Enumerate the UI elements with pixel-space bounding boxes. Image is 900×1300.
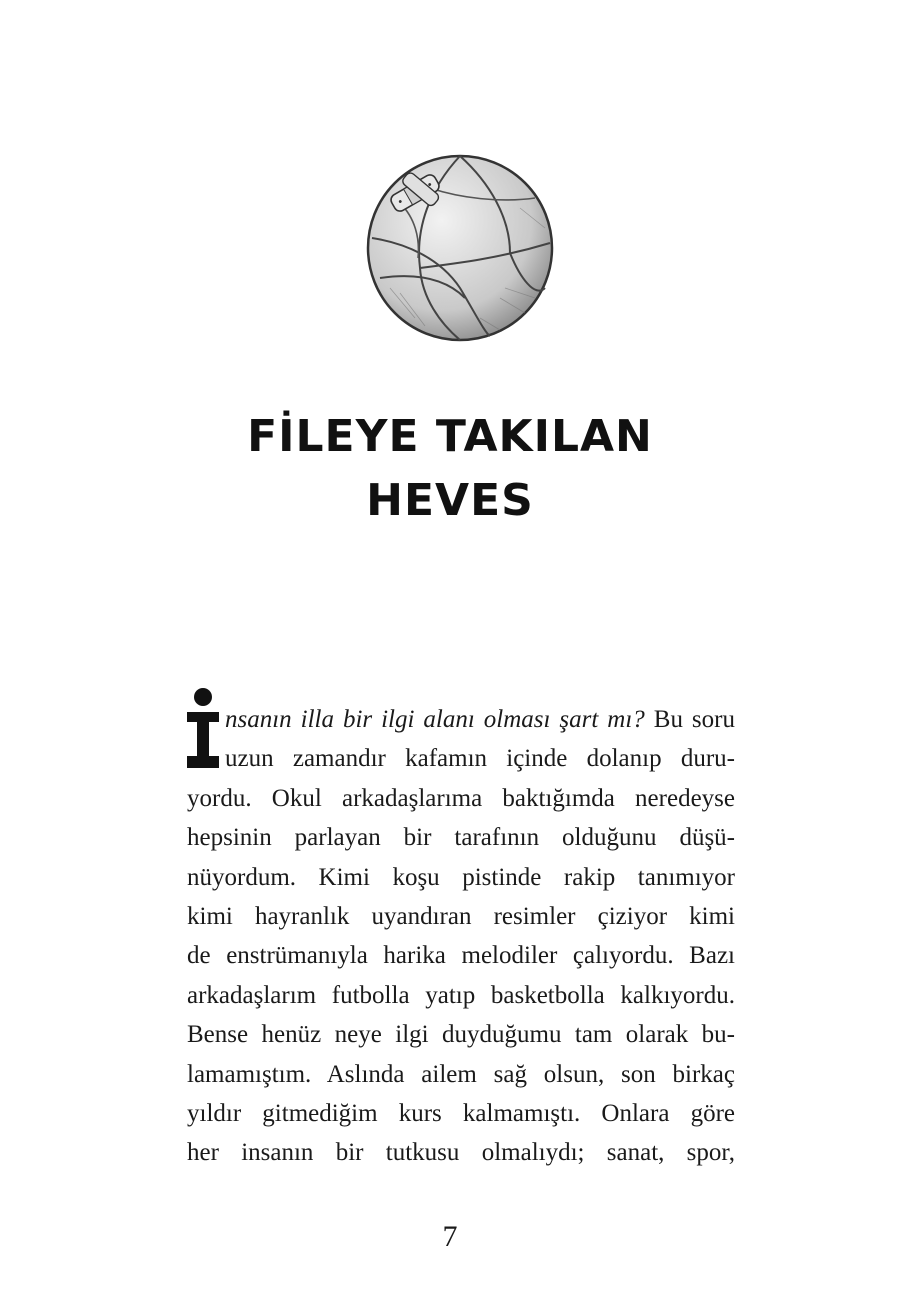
paragraph-line: yordu. Okul arkadaşlarıma baktığımda neredeyse: [187, 784, 735, 812]
chapter-title: [0, 405, 900, 533]
paragraph-line: uzun zamandır kafamın içinde dolanıp duru-: [225, 745, 735, 773]
italic-question: nsanın illa bir ilgi alanı olması şart mı?: [225, 706, 645, 733]
paragraph-line: her insanın bir tutkusu olmalıydı; sanat, spor,: [187, 1139, 735, 1167]
paragraph-line: arkadaşlarım futbolla yatıp basketbolla kalkıyordu.: [187, 981, 735, 1009]
paragraph-line: nüyordum. Kimi koşu pistinde rakip tanımıyor: [187, 863, 735, 891]
paragraph-line: de enstrümanıyla harika melodiler çalıyordu. Bazı: [187, 942, 735, 970]
line-1-rest: Bu soru: [644, 706, 735, 733]
chapter-title-line-1: FİLEYE TAKILAN: [247, 411, 653, 462]
chapter-title-line-2: HEVES: [366, 475, 534, 526]
body-paragraph: [187, 700, 735, 1173]
dropcap-dot: [194, 688, 212, 706]
paragraph-line-1: [187, 700, 735, 739]
paragraph-line: kimi hayranlık uyandıran resimler çiziyor kimi: [187, 902, 735, 930]
paragraph-line: Bense henüz neye ilgi duyduğumu tam olarak bu-: [187, 1021, 735, 1049]
volleyball-icon: [360, 148, 560, 348]
paragraph-line: hepsinin parlayan bir tarafının olduğunu düşü-: [187, 824, 735, 852]
dropcap: [185, 700, 221, 776]
page-number: 7: [442, 1220, 458, 1253]
volleyball-illustration: [360, 148, 560, 348]
dropcap-letter-shape: [185, 708, 221, 770]
paragraph-line: yıldır gitmediğim kurs kalmamıştı. Onlara göre: [187, 1099, 735, 1127]
paragraph-line: lamamıştım. Aslında ailem sağ olsun, son birkaç: [187, 1060, 735, 1088]
